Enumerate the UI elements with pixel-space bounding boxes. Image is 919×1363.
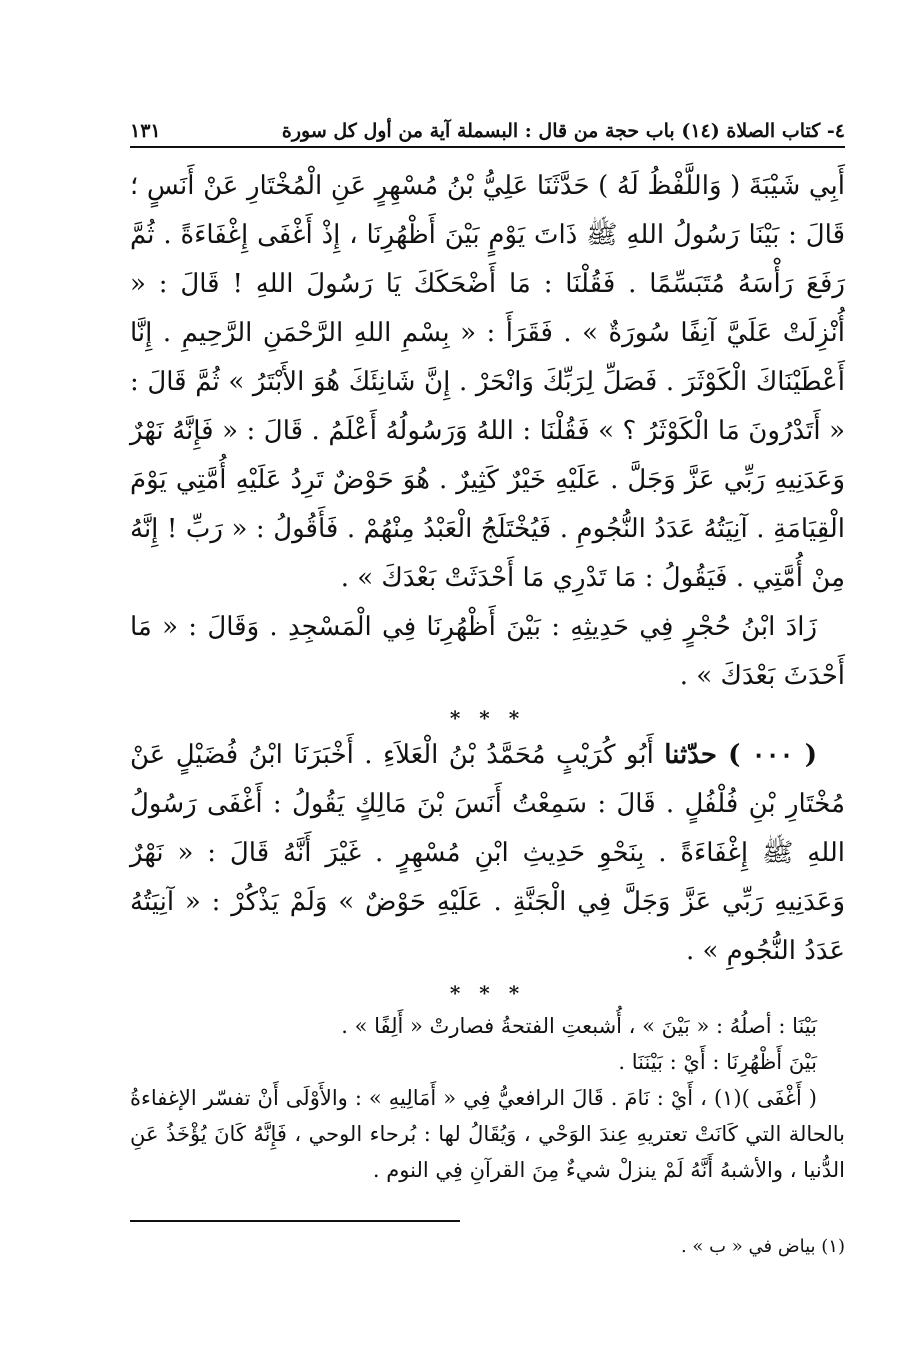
hadith-paragraph-2 — [130, 731, 845, 976]
hadith-paragraph: أَبِي شَيْبَةَ ( وَاللَّفْظُ لَهُ ) حَدَّثَنَا عَلِيُّ بْنُ مُسْهِرٍ عَنِ الْمُخْتَارِ عَنْ أَنَسٍ ؛ قَالَ : بَيْنَا رَسُولُ اللهِ ﷺ ذَاتَ يَوْمٍ بَيْنَ أَظْهُرِنَا ، إِذْ أَغْفَى إِغْفَاءَةً . ثُمَّ رَفَعَ رَأْسَهُ مُتَبَسِّمًا . فَقُلْنَا : مَا أَضْحَكَكَ يَا رَسُولَ اللهِ ! قَالَ : « أُنْزِلَتْ عَلَيَّ آنِفًا سُورَةٌ » . فَقَرَأَ : « بِسْمِ اللهِ الرَّحْمَنِ الرَّحِيمِ . إِنَّا أَعْطَيْنَاكَ الْكَوْثَرَ . فَصَلِّ لِرَبِّكَ وَانْحَرْ . إِنَّ شَانِئَكَ هُوَ الأَبْتَرُ » ثُمَّ قَالَ : « أَتَدْرُونَ مَا الْكَوْثَرُ ؟ » فَقُلْنَا : اللهُ وَرَسُولُهُ أَعْلَمُ . قَالَ : « فَإِنَّهُ نَهْرٌ وَعَدَنِيهِ رَبِّي عَزَّ وَجَلَّ . عَلَيْهِ خَيْرٌ كَثِيرٌ . هُوَ حَوْضٌ تَرِدُ عَلَيْهِ أُمَّتِي يَوْمَ الْقِيَامَةِ . آنِيَتُهُ عَدَدُ النُّجُومِ . فَيُخْتَلَجُ الْعَبْدُ مِنْهُمْ . فَأَقُولُ : « رَبِّ ! إِنَّهُ مِنْ أُمَّتِي . فَيَقُولُ : مَا تَدْرِي مَا أَحْدَثَتْ بَعْدَكَ » . — [130, 171, 845, 593]
running-head — [130, 120, 845, 148]
addition-paragraph: زَادَ ابْنُ حُجْرٍ فِي حَدِيثِهِ : بَيْنَ أَظْهُرِنَا فِي الْمَسْجِدِ . وَقَالَ : « مَا أَحْدَثَ بَعْدَكَ » . — [130, 612, 845, 691]
footnote-separator — [130, 1220, 845, 1222]
note-line: ( أَغْفَى )(١) ، أَيْ : نَامَ . قَالَ الرافعيُّ فِي « أَمَالِيهِ » : والأَوْلَى أَنْ تفسّر الإغفاءةُ بالحالة التي كَانَتْ تعتريهِ عِندَ الوَحْي ، وَيُقَالُ لها : بُرحاء الوحي ، فَإِنَّهُ كَانَ يُؤْخَذُ عَنِ الدُّنيا ، والأشبهُ أَنَّهُ لَمْ ينزلْ شيءٌ مِنَ القرآنِ فِي النوم . — [130, 1086, 845, 1182]
hadith-text: أَبُو كُرَيْبٍ مُحَمَّدُ بْنُ الْعَلاَءِ . أَخْبَرَنَا ابْنُ فُضَيْلٍ عَنْ مُخْتَارِ بْنِ فُلْفُلٍ . قَالَ : سَمِعْتُ أَنَسَ بْنَ مَالِكٍ يَقُولُ : أَغْفَى رَسُولُ اللهِ ﷺ إِغْفَاءَةً . بِنَحْوِ حَدِيثِ ابْنِ مُسْهِرٍ . غَيْرَ أَنَّهُ قَالَ : « نَهْرٌ وَعَدَنِيهِ رَبِّي عَزَّ وَجَلَّ فِي الْجَنَّةِ . عَلَيْهِ حَوْضٌ » وَلَمْ يَذْكُرْ : « آنِيَتُهُ عَدَدُ النُّجُومِ » . — [130, 740, 845, 966]
commentary — [130, 1008, 845, 1188]
book-page — [130, 120, 845, 1262]
page-number: ١٣١ — [130, 120, 161, 142]
section-separator-2: * * * — [449, 981, 526, 1005]
note-line: بَيْنَا : أصلُهُ : « بَيْنَ » ، أُشبعتِ الفتحةُ فصارتْ « أَلِفًا » . — [341, 1014, 817, 1038]
section-separator: * * * — [449, 706, 526, 730]
hadith-number: ( ٠٠٠ ) حدّثنا — [664, 740, 818, 770]
footnote: (١) بياض في « ب » . — [680, 1236, 845, 1257]
chapter-title: ٤- كتاب الصلاة (١٤) باب حجة من قال : البسملة آية من أول كل سورة — [281, 120, 845, 142]
main-text — [130, 162, 845, 1006]
note-line: بَيْنَ أَظْهُرِنَا : أَيْ : بَيْنَنَا . — [618, 1050, 817, 1074]
